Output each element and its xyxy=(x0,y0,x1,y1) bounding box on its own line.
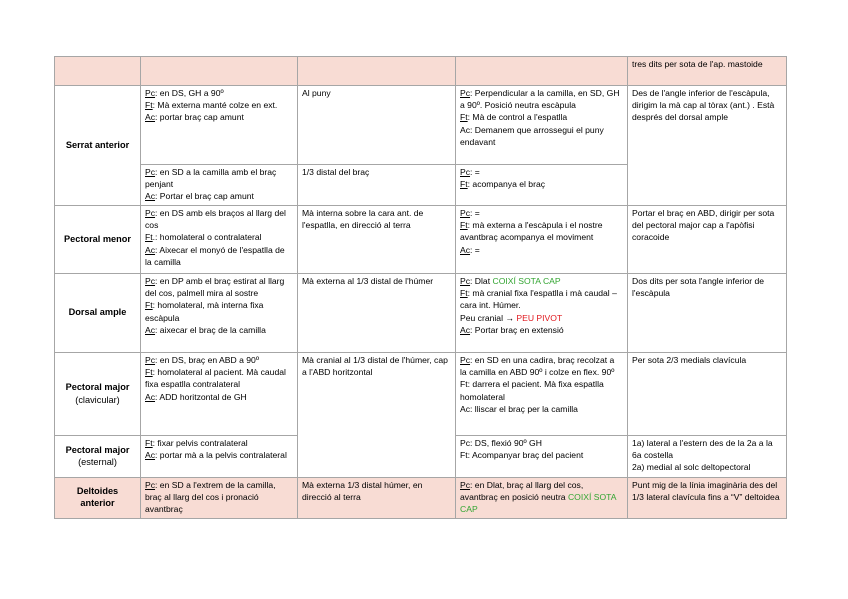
cell-test: Pc: en SD en una cadira, braç recolzat a la camilla en ABD 90º i colze en flex. 90º Ft: darrera el pacient. Mà fixa espatlla homolateral Ac: lliscar el braç per la camilla xyxy=(456,353,628,436)
cell-landmark: tres dits per sota de l'ap. mastoide xyxy=(628,57,787,86)
cell xyxy=(141,57,298,86)
muscle-name: Deltoides anterior xyxy=(55,478,141,519)
cell-test: Pc: Perpendicular a la camilla, en SD, GH a 90º. Posició neutra escàpula Ft: Mà de control a l'espatlla Ac: Demanem que arrossegui el puny endavant xyxy=(456,86,628,165)
cell-test: Pc: = Ft: mà externa a l'escàpula i el nostre avantbraç acompanya el moviment Ac: = xyxy=(456,206,628,274)
cell-resistance: Mà externa 1/3 distal húmer, en direcció al terra xyxy=(298,478,456,519)
cell-landmark: 1a) lateral a l'estern des de la 2a a la 6a costella 2a) medial al solc deltopectoral xyxy=(628,436,787,478)
muscle-name: Pectoral menor xyxy=(55,206,141,274)
cell-position: Ft: fixar pelvis contralateral Ac: portar mà a la pelvis contralateral xyxy=(141,436,298,478)
cell-landmark: Portar el braç en ABD, dirigir per sota del pectoral major cap a l'apòfisi coracoide xyxy=(628,206,787,274)
cell-resistance: Mà externa al 1/3 distal de l'húmer xyxy=(298,274,456,353)
table-row-serrat-1 xyxy=(55,86,787,165)
table-row-pectoral-major-clav xyxy=(55,353,787,436)
cell-test: Pc: Dlat COIXÍ SOTA CAP Ft: mà cranial fixa l'espatlla i mà caudal – cara int. Húmer. Peu cranial → PEU PIVOT Ac: Portar braç en extensió xyxy=(456,274,628,353)
cell-test: Pc: = Ft: acompanya el braç xyxy=(456,165,628,206)
cell-position: Pc: en DS, GH a 90º Ft: Mà externa manté colze en ext. Ac: portar braç cap amunt xyxy=(141,86,298,165)
cell xyxy=(456,57,628,86)
cell-landmark: Des de l'angle inferior de l'escàpula, dirigim la mà cap al tòrax (ant.) . Està després del dorsal ample xyxy=(628,86,787,206)
cell-landmark: Per sota 2/3 medials clavícula xyxy=(628,353,787,436)
cell-test: Pc: DS, flexió 90º GH Ft: Acompanyar braç del pacient xyxy=(456,436,628,478)
table-row-deltoides xyxy=(55,478,787,519)
muscle-name: Serrat anterior xyxy=(55,86,141,206)
table-row-top xyxy=(55,57,787,86)
cell-resistance: Al puny xyxy=(298,86,456,165)
muscle-name: Pectoral major (clavicular) xyxy=(55,353,141,436)
cell-resistance: 1/3 distal del braç xyxy=(298,165,456,206)
table-row-pectoral-menor xyxy=(55,206,787,274)
cell-position: Pc: en SD a la camilla amb el braç penjant Ac: Portar el braç cap amunt xyxy=(141,165,298,206)
cell-landmark: Punt mig de la línia imaginària des del 1/3 lateral clavícula fins a “V” deltoidea xyxy=(628,478,787,519)
cell xyxy=(55,57,141,86)
muscle-name: Pectoral major (esternal) xyxy=(55,436,141,478)
cell-position: Pc: en SD a l'extrem de la camilla, braç al llarg del cos i pronació avantbraç xyxy=(141,478,298,519)
cell-resistance: Mà interna sobre la cara ant. de l'espatlla, en direcció al terra xyxy=(298,206,456,274)
cell-position: Pc: en DS, braç en ABD a 90º Ft: homolateral al pacient. Mà caudal fixa espatlla contralateral Ac: ADD horitzontal de GH xyxy=(141,353,298,436)
cell xyxy=(298,57,456,86)
cell-test: Pc: en Dlat, braç al llarg del cos, avantbraç en posició neutra COIXÍ SOTA CAP xyxy=(456,478,628,519)
cell-landmark: Dos dits per sota l'angle inferior de l'escàpula xyxy=(628,274,787,353)
muscle-name: Dorsal ample xyxy=(55,274,141,353)
cell-position: Pc: en DS amb els braços al llarg del cos Ft.: homolateral o contralateral Ac: Aixecar el monyó de l'espatlla de la camilla xyxy=(141,206,298,274)
cell-resistance: Mà cranial al 1/3 distal de l'húmer, cap a l'ABD horitzontal xyxy=(298,353,456,478)
muscle-testing-table xyxy=(54,56,787,519)
table-row-dorsal xyxy=(55,274,787,353)
cell-position: Pc: en DP amb el braç estirat al llarg del cos, palmell mira al sostre Ft: homolateral, mà interna fixa escàpula Ac: aixecar el braç de la camilla xyxy=(141,274,298,353)
